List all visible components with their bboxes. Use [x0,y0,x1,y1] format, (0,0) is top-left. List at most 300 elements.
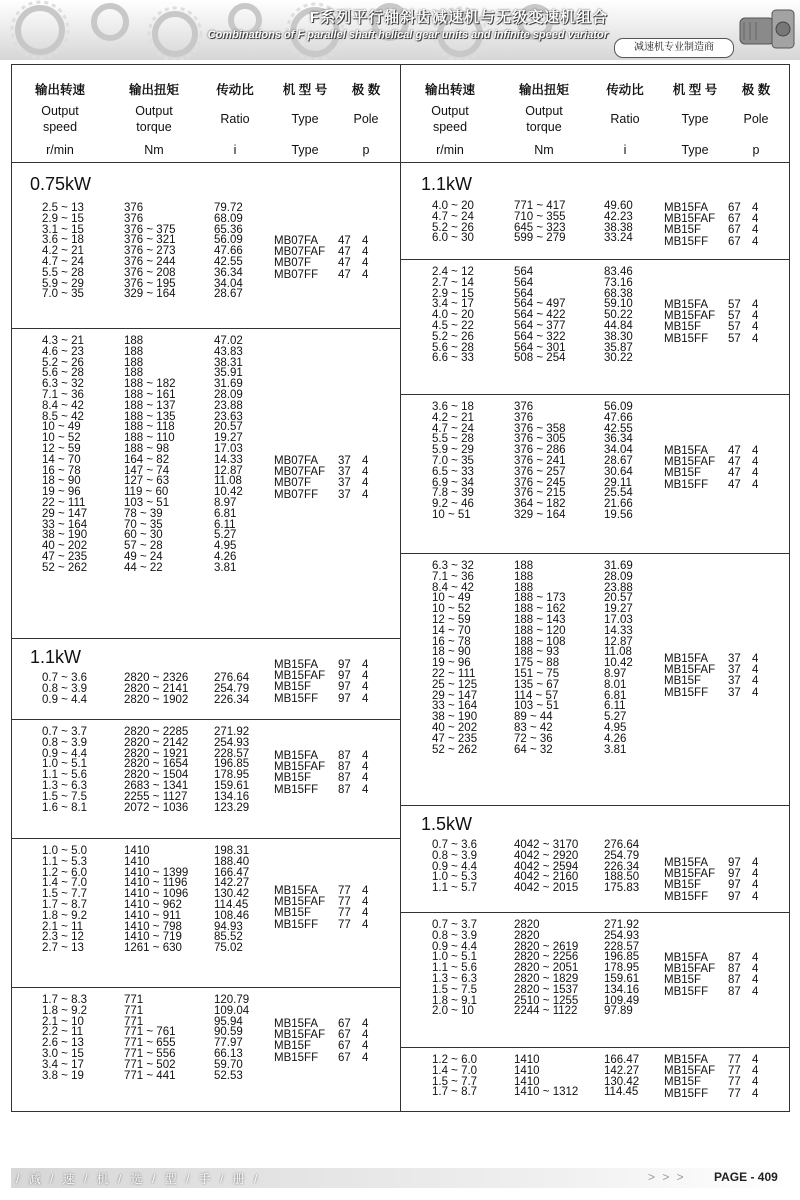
output-speed-cell: 1.0 ~ 5.1 [42,758,88,771]
model-type: MB07FAF [274,246,326,259]
ratio-cell: 178.95 [604,962,640,975]
table-row [42,1060,274,1071]
type-unit: Type [681,143,709,157]
ratio-cell: 90.59 [214,1026,243,1039]
pole-unit: p [752,143,760,157]
output-torque-cell: 188 ~ 108 [514,635,566,648]
model-type: MB07FA [274,455,319,467]
group-separator [401,912,790,913]
output-torque-cell: 376 ~ 244 [124,255,176,268]
output-torque-cell: 188 ~ 173 [514,592,566,605]
ratio-cell: 114.45 [604,1086,639,1099]
model-list [274,751,368,796]
model-row [274,773,368,784]
pole-count: 4 [752,332,759,345]
model-size: 47 [338,268,351,281]
ratio-header-cn: 传动比 [606,83,644,97]
model-row [664,334,758,345]
ratio-cell: 20.57 [604,592,633,605]
output-torque-cell: 2820 ~ 2256 [514,951,579,964]
ratio-cell: 28.67 [214,288,243,301]
model-size: 37 [338,455,351,467]
ratio-cell: 19.27 [214,432,243,445]
pole-count: 4 [362,761,369,774]
output-speed-cell: 38 ~ 190 [42,529,88,542]
output-torque-cell: 78 ~ 39 [124,507,163,520]
model-size: 37 [338,488,351,501]
model-type: MB15FF [664,1087,709,1100]
power-label: 1.1kW [30,647,82,667]
output-speed-cell: 2.3 ~ 12 [42,931,84,944]
model-size: 57 [728,299,741,311]
ratio-cell: 4.95 [604,721,627,734]
model-type: MB15FAF [664,213,716,226]
pole-count: 4 [362,246,369,259]
output-torque-cell: 72 ~ 36 [514,732,553,745]
model-row [664,1077,758,1088]
output-speed-cell: 6.5 ~ 33 [432,465,474,478]
output-torque-cell: 4042 ~ 2920 [514,849,579,862]
power-label: 0.75kW [30,174,92,194]
model-row [664,975,758,986]
model-size: 97 [728,890,741,903]
model-type: MB15F [274,681,312,694]
output-speed-cell: 4.7 ~ 24 [432,422,474,435]
output-torque-cell: 2820 ~ 2051 [514,962,579,975]
ratio-cell: 20.57 [214,421,243,434]
output-speed-cell: 1.5 ~ 7.5 [432,983,478,996]
pole-count: 4 [362,750,369,762]
ratio-cell: 85.52 [214,931,243,944]
book-title: / 减 / 速 / 机 / 选 / 型 / 手 / 册 / [16,1172,261,1186]
ratio-cell: 34.04 [604,444,633,457]
pole-count: 4 [362,659,369,671]
output-torque-cell: 564 ~ 322 [514,330,566,343]
table-row [432,1087,664,1098]
output-torque-cell: 771 ~ 556 [124,1047,176,1060]
output-speed-cell: 0.8 ~ 3.9 [432,849,478,862]
model-row [274,1041,368,1052]
ratio-cell: 42.55 [214,255,243,268]
table-row [42,792,274,803]
model-row [664,987,758,998]
ratio-cell: 5.27 [604,711,627,724]
output-speed-cell: 1.8 ~ 9.1 [432,994,478,1007]
output-speed-cell: 38 ~ 190 [432,711,478,724]
output-torque-cell: 188 ~ 135 [124,410,176,423]
rating-table [432,561,664,755]
output-torque-cell: 103 ~ 51 [514,700,560,713]
power-label: 1.1kW [421,174,473,194]
output-torque-cell: 771 ~ 502 [124,1058,176,1071]
left-column-header [11,66,399,158]
output-speed-cell: 2.7 ~ 13 [42,942,84,955]
pole-count: 4 [752,1054,759,1066]
speed-unit: r/min [436,143,464,157]
output-speed-cell: 16 ~ 78 [42,464,81,477]
speed-header-en: Output speed [431,104,469,134]
output-speed-cell: 0.7 ~ 3.7 [432,919,478,931]
model-row [664,237,758,248]
ratio-cell: 254.79 [214,682,250,695]
output-speed-cell: 2.7 ~ 14 [432,276,474,289]
output-speed-cell: 3.4 ~ 17 [432,298,474,311]
pole-header-cn: 极 数 [741,83,771,97]
output-speed-cell: 0.7 ~ 3.7 [42,726,88,738]
ratio-cell: 23.63 [214,410,243,423]
model-size: 67 [728,202,741,214]
power-label: 1.5kW [421,814,473,834]
pole-count: 4 [752,456,759,469]
output-torque-cell: 564 ~ 301 [514,341,566,354]
output-torque-cell: 4042 ~ 2160 [514,871,579,884]
model-row [664,225,758,236]
ratio-cell: 95.94 [214,1015,243,1028]
model-type: MB15FA [664,202,709,214]
output-torque-cell: 1410 ~ 911 [124,909,182,922]
output-torque-cell: 2820 ~ 1902 [124,693,189,706]
ratio-cell: 226.34 [214,693,250,706]
output-torque-cell: 127 ~ 63 [124,475,170,488]
gear-motor-icon [736,0,800,58]
output-speed-cell: 6.3 ~ 32 [42,378,84,391]
output-torque-cell: 175 ~ 88 [514,657,560,670]
output-speed-cell: 5.2 ~ 26 [432,221,474,234]
output-speed-cell: 1.0 ~ 5.0 [42,845,88,857]
model-size: 77 [728,1054,741,1066]
ratio-cell: 142.27 [604,1064,640,1077]
pole-count: 4 [752,653,759,665]
group-separator [11,987,400,988]
output-speed-cell: 22 ~ 111 [432,667,476,680]
output-torque-cell: 1410 [514,1075,540,1088]
pole-count: 4 [362,681,369,694]
group-separator [11,328,400,329]
ratio-cell: 8.97 [604,667,627,680]
ratio-cell: 30.64 [604,465,633,478]
output-torque-cell: 2820 [514,929,540,942]
ratio-cell: 276.64 [214,672,250,684]
ratio-cell: 33.24 [604,232,633,245]
model-row [664,676,758,687]
ratio-cell: 12.87 [604,635,633,648]
speed-header-cn: 输出转速 [424,83,475,97]
model-type: MB15F [274,1040,312,1053]
ratio-cell: 166.47 [604,1054,640,1066]
ratio-cell: 188.50 [604,871,640,884]
table-row [42,347,274,358]
ratio-cell: 19.27 [604,603,633,616]
model-size: 67 [728,224,741,237]
output-torque-cell: 188 ~ 182 [124,378,176,391]
output-torque-cell: 57 ~ 28 [124,540,163,553]
model-type: MB15FAF [664,1065,716,1078]
model-size: 67 [338,1051,351,1064]
ratio-cell: 31.69 [604,560,633,572]
output-torque-cell: 771 [124,994,144,1006]
model-size: 97 [728,879,741,892]
model-type: MB15F [664,675,702,688]
ratio-cell: 14.33 [604,624,633,637]
table-row [432,1006,664,1017]
pole-count: 4 [362,772,369,785]
output-torque-cell: 1410 ~ 1096 [124,888,189,901]
output-torque-cell: 188 [124,367,144,380]
ratio-cell: 109.04 [214,1004,250,1017]
output-torque-cell: 2683 ~ 1341 [124,779,189,792]
output-torque-cell: 771 [124,1015,144,1028]
table-row [432,734,664,745]
ratio-cell: 228.57 [214,747,250,760]
model-type: MB15FF [664,890,709,903]
output-speed-cell: 4.2 ~ 21 [42,245,84,258]
table-row [432,572,664,583]
model-size: 67 [338,1029,351,1042]
model-size: 97 [728,868,741,881]
output-speed-cell: 10 ~ 52 [42,432,81,445]
ratio-cell: 36.34 [214,266,243,279]
output-torque-cell: 164 ~ 82 [124,453,170,466]
output-speed-cell: 6.6 ~ 33 [432,352,474,365]
output-speed-cell: 8.4 ~ 42 [42,399,84,412]
output-torque-cell: 376 [514,401,534,413]
output-torque-cell: 376 ~ 245 [514,476,566,489]
model-type: MB15FF [664,235,709,248]
ratio-cell: 28.09 [214,388,243,401]
output-torque-cell: 599 ~ 279 [514,232,566,245]
model-row [664,892,758,903]
ratio-cell: 166.47 [214,866,250,879]
model-size: 77 [338,896,351,909]
model-size: 77 [728,1087,741,1100]
ratio-cell: 5.27 [214,529,237,542]
ratio-header-en: Ratio [220,112,250,126]
output-torque-cell: 2820 ~ 2141 [124,682,189,695]
model-type: MB15FA [274,659,319,671]
output-speed-cell: 7.1 ~ 36 [42,388,84,401]
output-speed-cell: 29 ~ 147 [432,689,478,702]
table-row [432,851,664,862]
output-torque-cell: 188 ~ 143 [514,613,566,626]
output-torque-cell: 329 ~ 164 [124,288,176,301]
output-speed-cell: 6.9 ~ 34 [432,476,474,489]
rating-table [432,201,664,244]
model-type: MB15F [664,879,702,892]
rating-table [432,267,664,364]
ratio-cell: 8.97 [214,496,237,509]
output-speed-cell: 16 ~ 78 [432,635,471,648]
output-speed-cell: 0.7 ~ 3.6 [432,839,478,851]
ratio-cell: 47.02 [214,335,243,347]
output-torque-cell: 1410 [514,1054,540,1066]
model-size: 37 [728,653,741,665]
model-type: MB15FF [274,783,319,796]
ratio-cell: 114.45 [214,898,249,911]
ratio-cell: 47.66 [214,245,243,258]
output-speed-cell: 29 ~ 147 [42,507,88,520]
output-speed-cell: 3.6 ~ 18 [42,234,84,247]
output-torque-cell: 188 ~ 120 [514,624,566,637]
output-torque-cell: 771 ~ 655 [124,1037,176,1050]
output-speed-cell: 0.9 ~ 4.4 [42,747,88,760]
output-torque-cell: 44 ~ 22 [124,561,163,574]
output-speed-cell: 1.8 ~ 9.2 [42,909,88,922]
ratio-cell: 196.85 [604,951,640,964]
model-type: MB07FF [274,268,319,281]
output-speed-cell: 1.3 ~ 6.3 [42,779,88,792]
output-torque-cell: 103 ~ 51 [124,496,170,509]
model-size: 67 [338,1040,351,1053]
pole-header-cn: 极 数 [351,83,381,97]
model-size: 47 [728,478,741,491]
output-torque-cell: 4042 ~ 2594 [514,860,579,873]
ratio-cell: 178.95 [214,769,250,782]
model-size: 97 [728,857,741,869]
output-speed-cell: 12 ~ 59 [42,442,81,455]
output-torque-cell: 376 ~ 321 [124,234,176,247]
ratio-cell: 28.67 [604,454,633,467]
model-size: 47 [338,235,351,247]
ratio-cell: 4.26 [604,732,627,745]
output-torque-cell: 188 [514,570,534,583]
output-torque-cell: 1410 ~ 798 [124,920,182,933]
output-speed-cell: 1.7 ~ 8.7 [432,1086,478,1099]
output-torque-cell: 2820 ~ 1921 [124,747,189,760]
rating-table [42,673,274,705]
ratio-cell: 159.61 [214,779,250,792]
output-speed-cell: 2.1 ~ 11 [42,920,84,933]
pole-header-en: Pole [353,112,379,126]
output-speed-cell: 1.4 ~ 7.0 [42,877,88,890]
model-size: 67 [728,235,741,248]
table-row [42,684,274,695]
output-torque-cell: 2820 [514,919,540,931]
model-size: 47 [338,257,351,270]
table-row [432,413,664,424]
ratio-cell: 198.31 [214,845,250,857]
ratio-cell: 159.61 [604,972,640,985]
output-speed-cell: 5.6 ~ 28 [42,367,84,380]
output-speed-cell: 7.0 ~ 35 [432,454,474,467]
ratio-cell: 59.70 [214,1058,243,1071]
rating-table [42,995,274,1081]
ratio-cell: 38.31 [214,356,243,369]
model-type: MB15FAF [664,868,716,881]
output-speed-cell: 25 ~ 125 [432,678,478,691]
ratio-cell: 50.22 [604,309,633,322]
ratio-cell: 25.54 [604,487,633,500]
pole-count: 4 [362,1051,369,1064]
model-size: 47 [728,445,741,457]
rating-table [42,846,274,954]
ratio-cell: 31.69 [214,378,243,391]
pole-count: 4 [752,664,759,677]
model-type: MB07FA [274,235,319,247]
output-torque-cell: 1410 [124,845,150,857]
output-speed-cell: 1.2 ~ 6.0 [42,866,88,879]
page-title-en: Combinations of F parallel shaft helical gear units and infinite speed variator [207,29,608,41]
output-torque-cell: 376 ~ 375 [124,223,176,236]
ratio-cell: 6.81 [604,689,627,702]
output-torque-cell: 188 ~ 98 [124,442,170,455]
output-speed-cell: 1.1 ~ 5.3 [42,855,88,868]
ratio-cell: 12.87 [214,464,243,477]
ratio-cell: 94.93 [214,920,243,933]
output-speed-cell: 1.1 ~ 5.7 [432,882,478,895]
output-speed-cell: 47 ~ 235 [42,550,88,563]
ratio-cell: 97.89 [604,1005,633,1018]
output-speed-cell: 1.6 ~ 8.1 [42,801,88,814]
ratio-cell: 130.42 [604,1075,640,1088]
output-torque-cell: 376 [514,411,534,424]
output-speed-cell: 6.3 ~ 32 [432,560,474,572]
model-type: MB15FA [664,299,709,311]
pole-count: 4 [752,868,759,881]
ratio-cell: 4.95 [214,540,237,553]
output-torque-cell: 564 [514,287,534,300]
output-torque-cell: 508 ~ 254 [514,352,566,365]
output-speed-cell: 7.8 ~ 39 [432,487,474,500]
output-speed-cell: 0.8 ~ 3.9 [42,736,88,749]
ratio-cell: 66.13 [214,1047,243,1060]
model-size: 37 [338,466,351,479]
output-torque-cell: 2820 ~ 1654 [124,758,189,771]
ratio-cell: 271.92 [214,726,250,738]
pole-count: 4 [752,299,759,311]
model-type: MB15FA [274,750,319,762]
pole-count: 4 [752,879,759,892]
ratio-cell: 6.81 [214,507,237,520]
model-row [274,682,368,693]
output-speed-cell: 1.0 ~ 5.3 [432,871,478,884]
ratio-cell: 108.46 [214,909,250,922]
table-row [432,626,664,637]
output-torque-cell: 2510 ~ 1255 [514,994,579,1007]
output-speed-cell: 0.8 ~ 3.9 [42,682,88,695]
model-list [664,654,758,699]
pole-count: 4 [752,1065,759,1078]
output-speed-cell: 5.9 ~ 29 [432,444,474,457]
model-size: 77 [338,918,351,931]
pole-count: 4 [362,268,369,281]
output-speed-cell: 10 ~ 49 [432,592,471,605]
model-type: MB15FA [664,952,709,964]
output-torque-cell: 60 ~ 30 [124,529,163,542]
output-speed-cell: 1.2 ~ 6.0 [432,1054,478,1066]
table-row [432,212,664,223]
model-size: 57 [728,310,741,323]
output-torque-cell: 188 ~ 137 [124,399,176,412]
rating-table [432,920,664,1017]
pole-count: 4 [752,1076,759,1089]
output-speed-cell: 3.0 ~ 15 [42,1047,84,1060]
group-separator [401,805,790,806]
model-row [664,480,758,491]
output-speed-cell: 4.2 ~ 21 [432,411,474,424]
output-torque-cell: 188 ~ 162 [514,603,566,616]
output-torque-cell: 135 ~ 67 [514,678,560,691]
output-torque-cell: 710 ~ 355 [514,210,566,223]
output-torque-cell: 70 ~ 35 [124,518,163,531]
table-row [42,1071,274,1082]
pole-count: 4 [752,478,759,491]
table-row [432,985,664,996]
output-speed-cell: 3.8 ~ 19 [42,1069,84,1082]
output-speed-cell: 1.1 ~ 5.6 [432,962,478,975]
model-row [664,880,758,891]
pole-count: 4 [752,321,759,334]
output-torque-cell: 1261 ~ 630 [124,942,182,955]
